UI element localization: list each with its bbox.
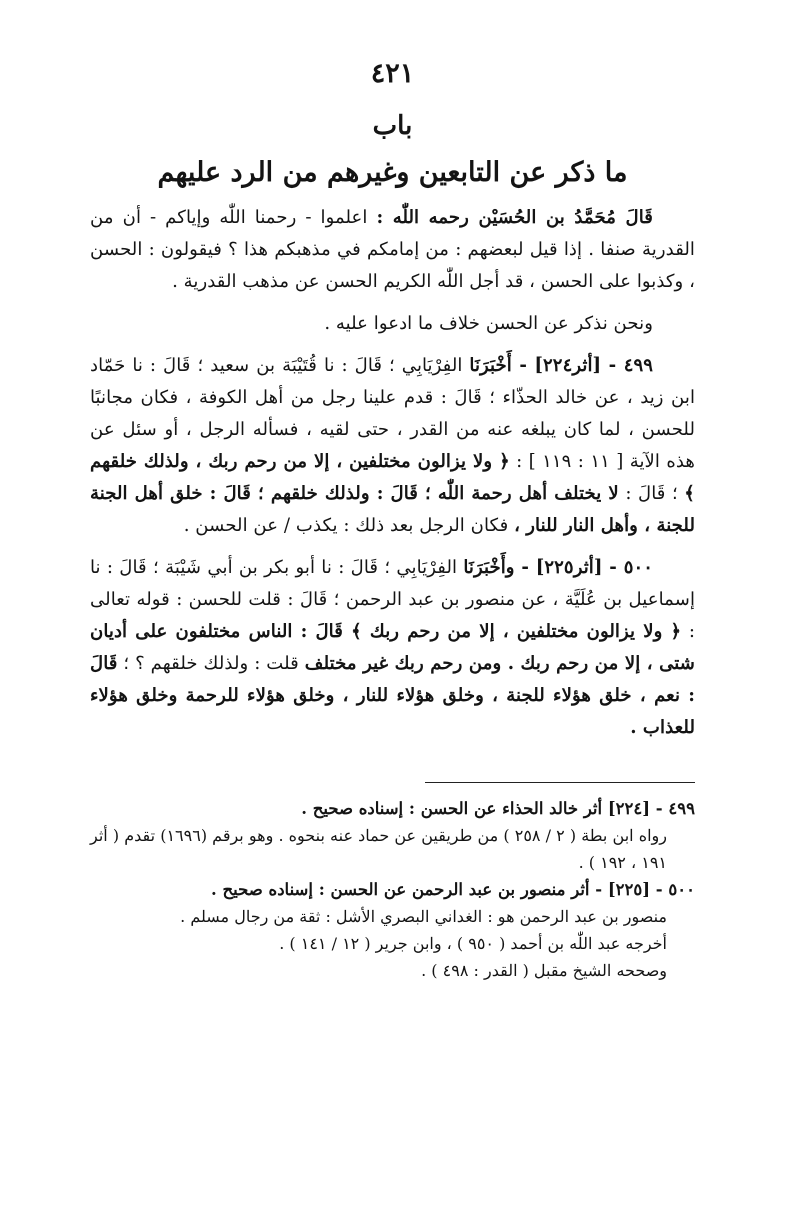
athar-499-connector: ؛ قَالَ :: [625, 483, 678, 504]
athar-500-number: ٥٠٠ - [أثر٢٢٥] - وأَخْبَرَنَا: [463, 557, 653, 578]
page-number: ٤٢١: [370, 58, 415, 89]
footnote-499-heading: ٤٩٩ - [٢٢٤] أثر خالد الحذاء عن الحسن : إسناده صحيح .: [301, 799, 695, 818]
chapter-heading: باب: [372, 111, 413, 141]
footnotes: [90, 795, 695, 984]
athar-499-paragraph: [90, 350, 695, 542]
footnote-500-grading: وصححه الشيخ مقبل ( القدر : ٤٩٨ ) .: [421, 961, 667, 980]
footnote-500-narrator: منصور بن عبد الرحمن هو : الغداني البصري الأشل : ثقة من رجال مسلم .: [180, 907, 667, 926]
intro-text: اعلموا - رحمنا اللّٰه وإياكم - أن من القدرية صنفا . إذا قيل لبعضهم : من إمامكم في مذهبكم هذا ؟ فيقولون : الحسن ، وكذبوا على الحسن ، قد أجل اللّٰه الكريم الحسن عن مذهب القدرية .: [90, 207, 695, 292]
intro-lead: قَالَ مُحَمَّدُ بن الحُسَيْن رحمه اللّٰه :: [376, 207, 653, 228]
athar-500-quran-quote: ﴿ ولا يزالون مختلفين ، إلا من رحم ربك ﴾ قَالَ : الناس مختلفون على أديان شتى ، إلا من رحم ربك . ومن رحم ربك غير مختلف: [90, 621, 695, 674]
note-paragraph: ونحن نذكر عن الحسن خلاف ما ادعوا عليه .: [324, 313, 653, 334]
footnote-500-heading: ٥٠٠ - [٢٢٥] - أثر منصور بن عبد الرحمن عن الحسن : إسناده صحيح .: [211, 880, 695, 899]
chapter-title: ما ذكر عن التابعين وغيرهم من الرد عليهم: [157, 157, 628, 188]
athar-500-answer: قَالَ : نعم ، خلق هؤلاء للجنة ، وخلق هؤلاء للنار ، وخلق هؤلاء للرحمة وخلق هؤلاء للعذاب .: [90, 653, 695, 738]
athar-499-quran-quote: ﴿ ولا يزالون مختلفين ، إلا من رحم ربك ، ولذلك خلقهم ﴾: [90, 451, 695, 504]
footnote-divider: [425, 782, 695, 783]
footnote-500-source: أخرجه عبد اللّٰه بن أحمد ( ٩٥٠ ) ، وابن جرير ( ١٢ / ١٤١ ) .: [279, 934, 667, 953]
footnote-499-source: رواه ابن بطة ( ٢ / ٢٥٨ ) من طريقين عن حماد عنه بنحوه . وهو برقم (١٦٩٦) تقدم ( أثر ١٩١ ، ١٩٢ ) .: [90, 826, 667, 872]
athar-499-number: ٤٩٩ - [أثر٢٢٤] - أَخْبَرَنَا: [469, 355, 653, 376]
intro-paragraph: [90, 202, 695, 298]
athar-500-paragraph: [90, 552, 695, 744]
athar-499-ending: فكان الرجل بعد ذلك : يكذب / عن الحسن .: [183, 515, 509, 536]
athar-500-question: قلت : ولذلك خلقهم ؟ ؛: [123, 653, 299, 674]
athar-500-chain: الفِرْيَابِي ؛ قَالَ : نا أبو بكر بن أبي شَيْبَة ؛ قَالَ : نا إسماعيل بن عُلَيَّة ، عن منصور بن عبد الرحمن ؛ قَالَ : قلت للحسن : قوله تعالى :: [90, 557, 695, 642]
athar-499-chain: الفِرْيَابِي ؛ قَالَ : نا قُتَيْبَة بن سعيد ؛ قَالَ : نا حَمّاد ابن زيد ، عن خالد الحذّاء ؛ قَالَ : قدم علينا رجل من أهل الكوفة ، فكان مجانبًا للحسن ، لما كان يبلغه عنه من القدر ، حتى لقيه ، فسأله الرجل ، أو سئل عن هذه الآية [ ١١ : ١١٩ ] :: [90, 355, 695, 472]
athar-499-saying: لا يختلف أهل رحمة اللّٰه ؛ قَالَ : ولذلك خلقهم ؛ قَالَ : خلق أهل الجنة للجنة ، وأهل النار للنار ،: [90, 483, 695, 536]
